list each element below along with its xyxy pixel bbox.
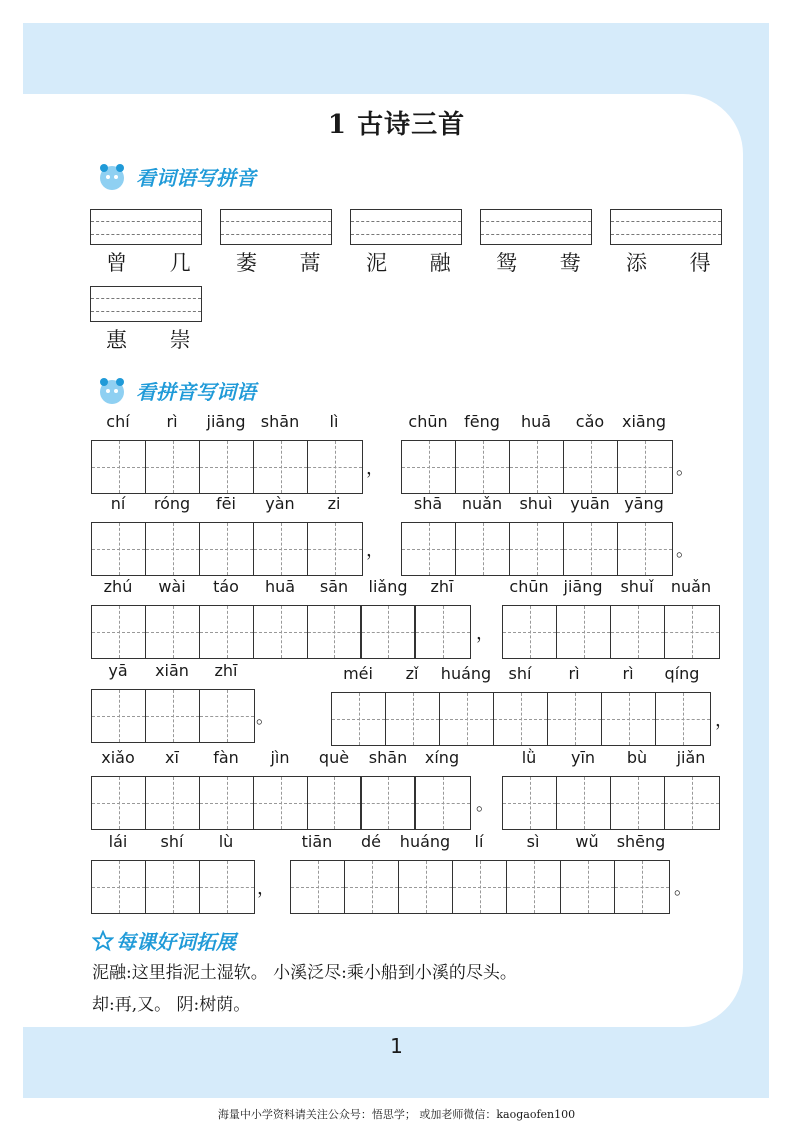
pinyin-row	[91, 577, 469, 599]
pinyin-syllable: jiāng	[563, 577, 603, 596]
section-title: 每课好词拓展	[116, 930, 236, 954]
pinyin-syllable: shān	[260, 412, 300, 431]
tian-zi-cell[interactable]	[200, 690, 254, 742]
tian-zi-cell[interactable]	[453, 861, 507, 913]
pinyin-syllable: chí	[106, 412, 130, 431]
tian-zi-cell[interactable]	[308, 441, 362, 493]
tian-zi-cell[interactable]	[416, 777, 470, 829]
word-characters: 萎 蒿	[236, 251, 339, 275]
character-writing-grid	[331, 692, 711, 746]
tian-zi-cell[interactable]	[494, 693, 548, 745]
footer-note: 海量中小学资料请关注公众号：悟思学； 或加老师微信：kaogaofen100	[217, 1108, 576, 1121]
period-mark: 。	[476, 794, 494, 815]
pinyin-syllable: shā	[413, 494, 443, 513]
period-mark: 。	[676, 458, 694, 479]
tian-zi-cell[interactable]	[510, 523, 564, 575]
tian-zi-cell[interactable]	[557, 606, 611, 658]
pinyin-syllable: jiǎn	[676, 748, 706, 767]
pinyin-syllable: wài	[158, 577, 186, 596]
tian-zi-cell[interactable]	[548, 693, 602, 745]
tian-zi-cell[interactable]	[557, 777, 611, 829]
tian-zi-cell[interactable]	[611, 777, 665, 829]
tian-zi-cell[interactable]	[254, 523, 308, 575]
tian-zi-cell[interactable]	[362, 606, 416, 658]
section-look-pinyin-write-words	[92, 370, 256, 410]
pinyin-syllable: zǐ	[405, 664, 419, 683]
pinyin-syllable: yāng	[624, 494, 664, 513]
tian-zi-cell[interactable]	[416, 606, 470, 658]
tian-zi-cell[interactable]	[561, 861, 615, 913]
tian-zi-cell[interactable]	[602, 693, 656, 745]
character-writing-grid	[502, 776, 720, 830]
tian-zi-cell[interactable]	[503, 606, 557, 658]
word-characters: 添 得	[626, 251, 729, 275]
tian-zi-cell[interactable]	[507, 861, 561, 913]
pinyin-syllable: rì	[568, 664, 580, 683]
comma-mark: ，	[366, 458, 384, 479]
pinyin-row	[502, 577, 718, 599]
pinyin-syllable: rì	[166, 412, 178, 431]
star-icon	[92, 930, 114, 952]
tian-zi-cell[interactable]	[308, 523, 362, 575]
tian-zi-cell[interactable]	[92, 606, 146, 658]
tian-zi-cell[interactable]	[618, 523, 672, 575]
pinyin-row	[91, 832, 253, 854]
tian-zi-cell[interactable]	[200, 523, 254, 575]
pinyin-row	[331, 664, 709, 686]
section-look-words-write-pinyin	[92, 156, 256, 196]
page-title: 1 古诗三首	[327, 110, 466, 140]
pinyin-row	[91, 412, 361, 434]
pinyin-syllable: xíng	[424, 748, 460, 767]
pinyin-syllable: huáng	[440, 664, 492, 683]
pinyin-syllable: sì	[526, 832, 540, 851]
pinyin-syllable: shuǐ	[620, 577, 654, 596]
tian-zi-cell[interactable]	[92, 441, 146, 493]
pinyin-syllable: fēi	[216, 494, 236, 513]
extension-line-2: 却:再,又。 阴:树荫。	[92, 995, 251, 1015]
pinyin-syllable: huā	[520, 412, 552, 431]
pinyin-syllable: róng	[153, 494, 191, 513]
pinyin-syllable: yīn	[570, 748, 596, 767]
pinyin-syllable: jìn	[270, 748, 290, 767]
pinyin-syllable: xiāng	[621, 412, 666, 431]
tian-zi-cell[interactable]	[656, 693, 710, 745]
pinyin-syllable: zhī	[214, 661, 238, 680]
character-writing-grid	[91, 689, 255, 743]
tian-zi-cell[interactable]	[564, 523, 618, 575]
character-writing-grid	[91, 860, 255, 914]
period-mark: 。	[676, 540, 694, 561]
tian-zi-cell[interactable]	[92, 690, 146, 742]
pinyin-syllable: nuǎn	[670, 577, 712, 596]
pinyin-syllable: lái	[108, 832, 128, 851]
pinyin-syllable: huā	[264, 577, 296, 596]
pinyin-syllable: shí	[508, 664, 532, 683]
tian-zi-cell[interactable]	[362, 777, 416, 829]
tian-zi-cell[interactable]	[254, 606, 308, 658]
pinyin-syllable: táo	[213, 577, 239, 596]
character-writing-grid	[401, 522, 673, 576]
pinyin-row	[401, 412, 671, 434]
pinyin-syllable: lí	[474, 832, 484, 851]
tian-zi-cell[interactable]	[146, 523, 200, 575]
pinyin-syllable: xiǎo	[101, 748, 135, 767]
tian-zi-cell[interactable]	[146, 441, 200, 493]
tian-zi-cell[interactable]	[254, 441, 308, 493]
pinyin-answer-box[interactable]	[350, 209, 462, 245]
character-writing-grid	[91, 522, 363, 576]
tian-zi-cell[interactable]	[510, 441, 564, 493]
tian-zi-cell[interactable]	[456, 523, 510, 575]
tian-zi-cell[interactable]	[92, 861, 146, 913]
pinyin-answer-box[interactable]	[480, 209, 592, 245]
pinyin-row	[290, 832, 668, 854]
tian-zi-cell[interactable]	[615, 861, 669, 913]
tian-zi-cell[interactable]	[399, 861, 453, 913]
pinyin-syllable: xī	[165, 748, 179, 767]
tian-zi-cell[interactable]	[345, 861, 399, 913]
pinyin-syllable: lì	[329, 412, 339, 431]
pinyin-syllable: dé	[361, 832, 381, 851]
pinyin-syllable: chūn	[509, 577, 549, 596]
tian-zi-cell[interactable]	[440, 693, 494, 745]
tian-zi-cell[interactable]	[200, 606, 254, 658]
pinyin-answer-box[interactable]	[90, 209, 202, 245]
tian-zi-cell[interactable]	[665, 777, 719, 829]
pinyin-syllable: yuān	[570, 494, 610, 513]
comma-mark: ，	[366, 540, 384, 561]
pinyin-syllable: xiān	[155, 661, 189, 680]
pinyin-syllable: wǔ	[575, 832, 599, 851]
pinyin-syllable: jiāng	[206, 412, 246, 431]
tian-zi-cell[interactable]	[254, 777, 308, 829]
tian-zi-cell[interactable]	[402, 523, 456, 575]
pinyin-syllable: yàn	[265, 494, 295, 513]
panda-mascot-icon	[92, 156, 132, 196]
pinyin-row	[502, 748, 718, 770]
comma-mark: ，	[476, 623, 494, 644]
section-title: 看词语写拼音	[136, 165, 256, 190]
pinyin-syllable: huáng	[399, 832, 451, 851]
pinyin-syllable: qíng	[664, 664, 700, 683]
pinyin-answer-box[interactable]	[90, 286, 202, 322]
tian-zi-cell[interactable]	[332, 693, 386, 745]
tian-zi-cell[interactable]	[503, 777, 557, 829]
word-characters: 泥 融	[366, 251, 469, 275]
tian-zi-cell[interactable]	[618, 441, 672, 493]
character-writing-grid	[502, 605, 720, 659]
word-characters: 曾 几	[106, 251, 209, 275]
period-mark: 。	[256, 707, 274, 728]
pinyin-syllable: zhī	[430, 577, 454, 596]
character-writing-grid	[401, 440, 673, 494]
pinyin-syllable: nuǎn	[461, 494, 503, 513]
pinyin-syllable: cǎo	[575, 412, 605, 431]
tian-zi-cell[interactable]	[200, 777, 254, 829]
pinyin-syllable: chūn	[408, 412, 448, 431]
pinyin-syllable: shuì	[519, 494, 553, 513]
comma-mark: ，	[715, 710, 733, 731]
word-characters: 鸳 鸯	[496, 251, 599, 275]
comma-mark: ，	[257, 878, 275, 899]
tian-zi-cell[interactable]	[200, 441, 254, 493]
pinyin-answer-box[interactable]	[220, 209, 332, 245]
pinyin-syllable: fàn	[213, 748, 239, 767]
tian-zi-cell[interactable]	[92, 777, 146, 829]
tian-zi-cell[interactable]	[146, 690, 200, 742]
pinyin-row	[91, 661, 253, 683]
tian-zi-cell[interactable]	[308, 777, 362, 829]
tian-zi-cell[interactable]	[402, 441, 456, 493]
section-word-extension	[92, 926, 236, 955]
character-writing-grid	[290, 860, 670, 914]
pinyin-syllable: bù	[626, 748, 648, 767]
pinyin-syllable: méi	[343, 664, 373, 683]
tian-zi-cell[interactable]	[456, 441, 510, 493]
pinyin-syllable: lù	[218, 832, 234, 851]
page-number: 1	[390, 1034, 403, 1058]
pinyin-syllable: shí	[160, 832, 184, 851]
tian-zi-cell[interactable]	[291, 861, 345, 913]
panda-mascot-icon	[92, 370, 132, 410]
pinyin-syllable: zhú	[103, 577, 133, 596]
tian-zi-cell[interactable]	[308, 606, 362, 658]
section-title: 看拼音写词语	[136, 379, 256, 404]
pinyin-syllable: lǜ	[521, 748, 537, 767]
pinyin-syllable: zi	[327, 494, 341, 513]
character-writing-grid	[91, 605, 471, 659]
pinyin-syllable: shēng	[616, 832, 666, 851]
tian-zi-cell[interactable]	[146, 861, 200, 913]
tian-zi-cell[interactable]	[611, 606, 665, 658]
tian-zi-cell[interactable]	[146, 777, 200, 829]
tian-zi-cell[interactable]	[92, 523, 146, 575]
tian-zi-cell[interactable]	[386, 693, 440, 745]
pinyin-syllable: què	[318, 748, 350, 767]
tian-zi-cell[interactable]	[146, 606, 200, 658]
pinyin-syllable: liǎng	[368, 577, 408, 596]
period-mark: 。	[674, 878, 692, 899]
pinyin-syllable: ní	[110, 494, 126, 513]
pinyin-row	[91, 494, 361, 516]
extension-line-1: 泥融:这里指泥土湿软。 小溪泛尽:乘小船到小溪的尽头。	[92, 963, 517, 983]
pinyin-row	[401, 494, 671, 516]
pinyin-syllable: tiān	[301, 832, 333, 851]
character-writing-grid	[91, 440, 363, 494]
pinyin-syllable: yā	[108, 661, 128, 680]
pinyin-syllable: shān	[368, 748, 408, 767]
pinyin-answer-box[interactable]	[610, 209, 722, 245]
pinyin-row	[91, 748, 469, 770]
pinyin-syllable: sān	[319, 577, 349, 596]
tian-zi-cell[interactable]	[200, 861, 254, 913]
word-characters: 惠 崇	[106, 328, 209, 352]
character-writing-grid	[91, 776, 471, 830]
tian-zi-cell[interactable]	[564, 441, 618, 493]
pinyin-syllable: fēng	[464, 412, 500, 431]
tian-zi-cell[interactable]	[665, 606, 719, 658]
pinyin-syllable: rì	[622, 664, 634, 683]
